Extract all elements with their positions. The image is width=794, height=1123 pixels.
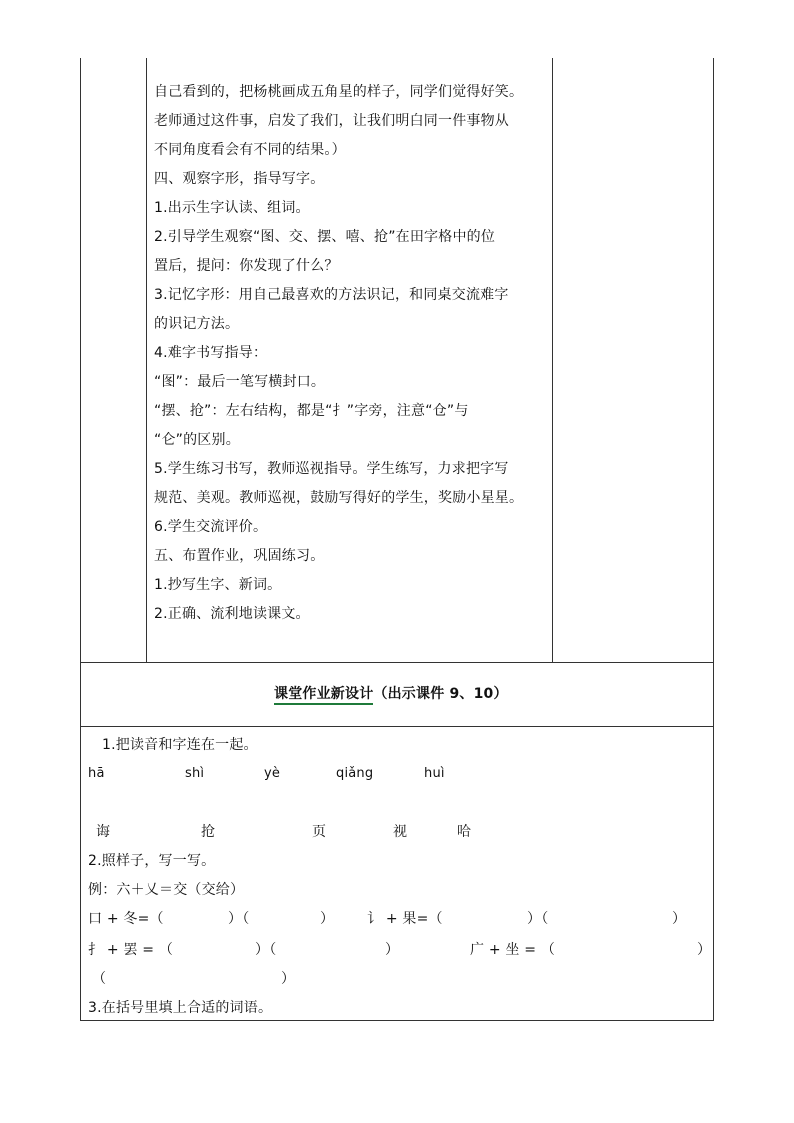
lesson-line: 2.正确、流利地读课文。 [154,606,310,622]
lesson-line: “图”：最后一笔写横封口。 [154,374,326,390]
lesson-line: 的识记方法。 [154,316,240,332]
column-divider-2 [552,58,553,662]
fill-row-3-part: ） [281,971,296,987]
fill-row-1-part: ） [672,911,687,927]
char-item: 哈 [457,824,472,840]
lesson-line: “仑”的区别。 [154,432,240,448]
pinyin-item: shì [185,766,205,781]
example-line: 例：六＋乂＝交（交给） [88,882,245,898]
section-title [274,684,508,704]
lesson-line: 1.出示生字认读、组词。 [154,200,310,216]
lesson-line: 自己看到的，把杨桃画成五角星的样子，同学们觉得好笑。 [154,84,524,100]
fill-row-2-part: ） [697,942,712,958]
lesson-line: 2.引导学生观察“图、交、摆、嘻、抢”在田字格中的位 [154,229,496,245]
section-title-rest: （出示课件 9、10） [373,686,508,702]
lesson-line: 3.记忆字形：用自己最喜欢的方法识记，和同桌交流难字 [154,287,509,303]
lesson-line: 置后，提问：你发现了什么？ [154,258,339,274]
char-item: 视 [393,824,408,840]
char-item: 抢 [201,824,216,840]
fill-row-1-part: 口 + 冬=（ [88,911,164,927]
fill-row-2-part: ）（ [255,942,277,958]
lesson-line: 4.难字书写指导： [154,345,268,361]
fill-row-1-part: ）（ [527,911,549,927]
lesson-line: 不同角度看会有不同的结果。） [154,142,346,158]
fill-row-2-part: ） [385,942,400,958]
pinyin-item: huì [424,766,445,781]
char-item: 诲 [96,824,111,840]
table-right-border [713,58,714,1021]
fill-row-2-part: 广 + 坐 = （ [470,942,556,958]
lesson-line: 四、观察字形，指导写字。 [154,171,325,187]
lesson-line: 老师通过这件事，启发了我们，让我们明白同一件事物从 [154,113,509,129]
fill-row-2-part: 扌 + 罢 = （ [88,942,174,958]
fill-row-1-part: 讠 + 果=（ [367,911,443,927]
lesson-line: 5.学生练习书写，教师巡视指导。学生练写，力求把字写 [154,461,509,477]
pinyin-item: yè [264,766,281,781]
lesson-line: 五、布置作业，巩固练习。 [154,548,325,564]
lesson-line: “摆、抢”：左右结构，都是“扌”字旁，注意“仓”与 [154,403,469,419]
table-left-border [80,58,81,1021]
table-bottom-border [80,1020,714,1021]
row-divider-2 [80,726,714,727]
lesson-line: 1.抄写生字、新词。 [154,577,282,593]
fill-row-1-part: ） [320,911,335,927]
char-item: 页 [312,824,327,840]
pinyin-item: hā [88,766,105,781]
lesson-line: 规范、美观。教师巡视，鼓励写得好的学生，奖励小星星。 [154,490,524,506]
section-title-underlined: 课堂作业新设计 [274,686,373,705]
row-divider-1 [80,662,714,663]
lesson-line: 6.学生交流评价。 [154,519,268,535]
question-2: 2.照样子，写一写。 [88,853,216,869]
fill-row-3-part: （ [92,971,107,987]
pinyin-item: qiǎng [336,766,374,781]
question-1: 1.把读音和字连在一起。 [102,737,258,753]
column-divider-1 [146,58,147,662]
question-3: 3.在括号里填上合适的词语。 [88,1000,273,1016]
fill-row-1-part: ）（ [228,911,250,927]
